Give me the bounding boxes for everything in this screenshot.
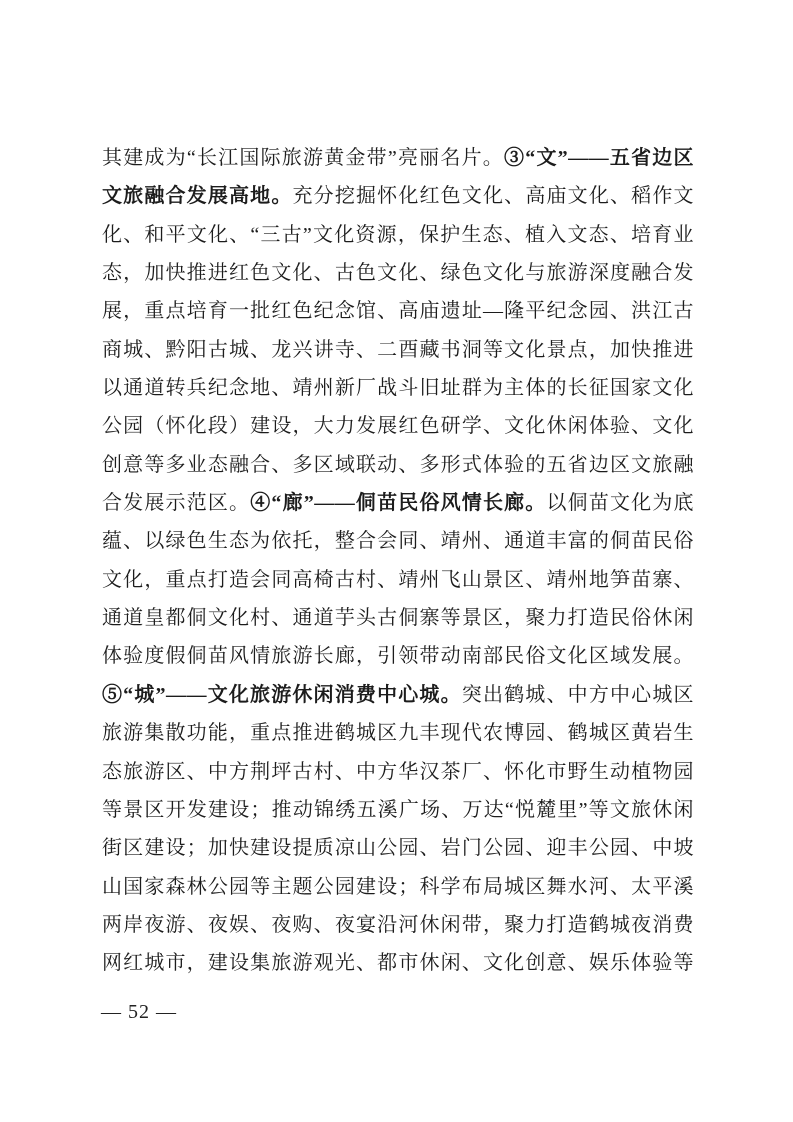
text-line xyxy=(102,216,694,254)
heading-run: ④“廊”——侗苗民俗风情长廊。 xyxy=(250,492,547,515)
text-line xyxy=(102,714,694,752)
text-line xyxy=(102,637,694,675)
text-line xyxy=(102,177,694,215)
text-run: 突出鹤城、中方中心城区 xyxy=(461,683,694,706)
text-run: 化、和平文化、“三古”文化资源，保护生态、植入文态、培育业 xyxy=(102,223,694,246)
text-run: 体验度假侗苗风情旅游长廊，引领带动南部民俗文化区域发展。 xyxy=(102,645,694,668)
text-run: 等景区开发建设；推动锦绣五溪广场、万达“悦麓里”等文旅休闲 xyxy=(102,798,694,821)
text-line xyxy=(102,944,694,982)
text-run: 蕴、以绿色生态为依托，整合会同、靖州、通道丰富的侗苗民俗 xyxy=(102,530,694,553)
text-line xyxy=(102,369,694,407)
text-line xyxy=(102,446,694,484)
text-line xyxy=(102,292,694,330)
text-line xyxy=(102,254,694,292)
text-line xyxy=(102,599,694,637)
text-line xyxy=(102,906,694,944)
text-run: 文化，重点打造会同高椅古村、靖州飞山景区、靖州地笋苗寨、 xyxy=(102,568,694,591)
text-run: 态旅游区、中方荆坪古村、中方华汉茶厂、怀化市野生动植物园 xyxy=(102,760,694,783)
text-run: 充分挖掘怀化红色文化、高庙文化、稻作文 xyxy=(292,185,694,208)
text-line xyxy=(102,829,694,867)
text-run: 展，重点培育一批红色纪念馆、高庙遗址—隆平纪念园、洪江古 xyxy=(102,300,694,323)
text-run: 合发展示范区。 xyxy=(102,492,251,515)
text-run: 两岸夜游、夜娱、夜购、夜宴沿河休闲带，聚力打造鹤城夜消费 xyxy=(102,913,694,936)
text-line xyxy=(102,868,694,906)
text-line xyxy=(102,753,694,791)
page-number: — 52 — xyxy=(101,1001,177,1023)
text-run: 山国家森林公园等主题公园建设；科学布局城区舞水河、太平溪 xyxy=(102,875,694,898)
text-line xyxy=(102,522,694,560)
text-run: 商城、黔阳古城、龙兴讲寺、二酉藏书洞等文化景点，加快推进 xyxy=(102,338,694,361)
heading-run: ③“文”——五省边区 xyxy=(504,147,694,169)
text-run: 其建成为“长江国际旅游黄金带”亮丽名片。 xyxy=(102,147,505,169)
text-line xyxy=(102,331,694,369)
heading-run: 文旅融合发展高地。 xyxy=(102,185,293,208)
text-run: 通道皇都侗文化村、通道芋头古侗寨等景区，聚力打造民俗休闲 xyxy=(102,607,694,630)
text-run: 旅游集散功能，重点推进鹤城区九丰现代农博园、鹤城区黄岩生 xyxy=(102,722,694,745)
text-line xyxy=(102,139,694,177)
text-run: 以侗苗文化为底 xyxy=(546,492,694,515)
text-run: 态，加快推进红色文化、古色文化、绿色文化与旅游深度融合发 xyxy=(102,262,694,285)
text-run: 以通道转兵纪念地、靖州新厂战斗旧址群为主体的长征国家文化 xyxy=(102,377,694,400)
text-run: 网红城市，建设集旅游观光、都市休闲、文化创意、娱乐体验等 xyxy=(102,952,694,975)
text-run: 公园（怀化段）建设，大力发展红色研学、文化休闲体验、文化 xyxy=(102,415,694,438)
text-run: 街区建设；加快建设提质凉山公园、岩门公园、迎丰公园、中坡 xyxy=(102,837,694,860)
text-line xyxy=(102,407,694,445)
heading-run: ⑤“城”——文化旅游休闲消费中心城。 xyxy=(102,683,462,706)
text-run: 创意等多业态融合、多区域联动、多形式体验的五省边区文旅融 xyxy=(102,453,694,476)
text-line xyxy=(102,676,694,714)
text-line xyxy=(102,791,694,829)
text-line xyxy=(102,561,694,599)
text-line xyxy=(102,484,694,522)
body-text xyxy=(102,139,694,983)
